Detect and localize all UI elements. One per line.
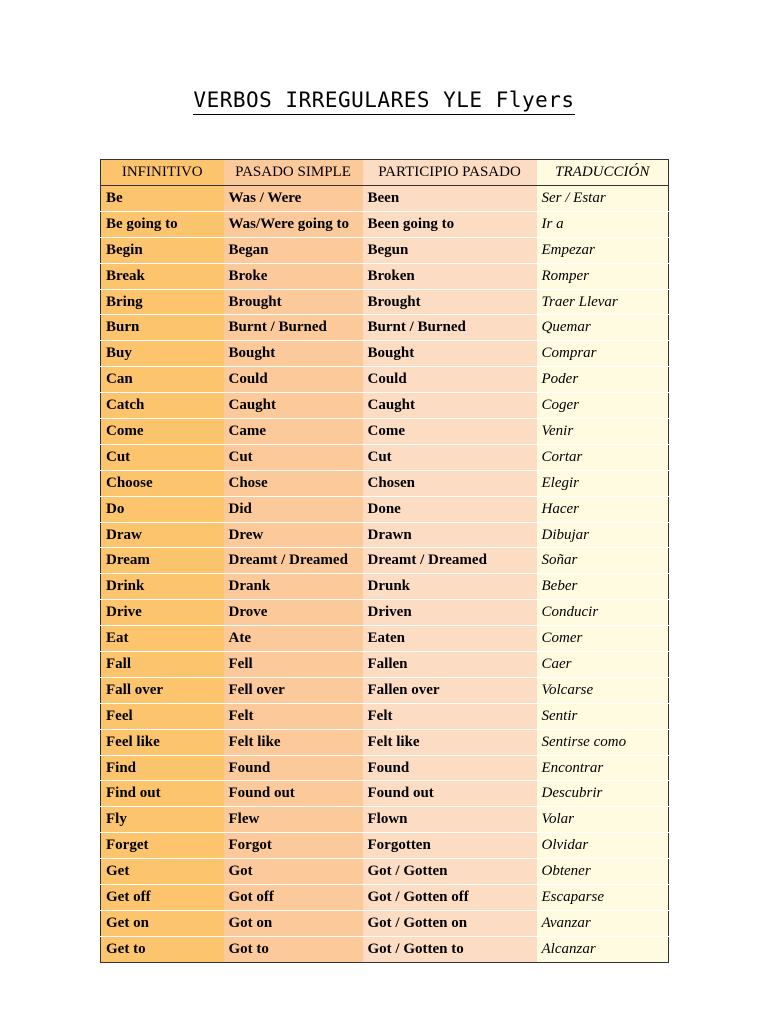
cell-traduccion: Avanzar [537,910,669,936]
cell-traduccion: Escaparse [537,885,669,911]
table-row [101,600,669,626]
cell-traduccion: Poder [537,367,669,393]
cell-infinitivo: Fall [101,652,224,678]
cell-traduccion: Caer [537,652,669,678]
cell-traduccion: Romper [537,263,669,289]
cell-participio-pasado: Felt like [363,729,537,755]
cell-pasado-simple: Got to [224,936,363,962]
cell-infinitivo: Get [101,859,224,885]
cell-traduccion: Obtener [537,859,669,885]
cell-participio-pasado: Got / Gotten off [363,885,537,911]
cell-traduccion: Elegir [537,470,669,496]
table-row [101,781,669,807]
table-row [101,859,669,885]
cell-pasado-simple: Got on [224,910,363,936]
cell-pasado-simple: Began [224,237,363,263]
cell-infinitivo: Find out [101,781,224,807]
cell-traduccion: Dibujar [537,522,669,548]
cell-pasado-simple: Could [224,367,363,393]
cell-pasado-simple: Chose [224,470,363,496]
cell-participio-pasado: Driven [363,600,537,626]
header-participio-pasado: PARTICIPIO PASADO [363,160,537,186]
table-row [101,367,669,393]
table-header-row [101,160,669,186]
cell-infinitivo: Be [101,186,224,212]
header-pasado-simple: PASADO SIMPLE [224,160,363,186]
table-row [101,289,669,315]
cell-pasado-simple: Fell [224,652,363,678]
table-row [101,263,669,289]
cell-infinitivo: Burn [101,315,224,341]
cell-participio-pasado: Eaten [363,626,537,652]
cell-traduccion: Cortar [537,444,669,470]
table-row [101,496,669,522]
cell-pasado-simple: Ate [224,626,363,652]
cell-infinitivo: Dream [101,548,224,574]
cell-infinitivo: Feel [101,703,224,729]
cell-traduccion: Comer [537,626,669,652]
cell-participio-pasado: Found [363,755,537,781]
cell-pasado-simple: Came [224,419,363,445]
table-row [101,703,669,729]
irregular-verbs-table [100,159,669,963]
cell-infinitivo: Fly [101,807,224,833]
cell-infinitivo: Be going to [101,211,224,237]
cell-participio-pasado: Could [363,367,537,393]
cell-traduccion: Volar [537,807,669,833]
cell-pasado-simple: Found [224,755,363,781]
cell-participio-pasado: Dreamt / Dreamed [363,548,537,574]
cell-participio-pasado: Fallen [363,652,537,678]
header-traduccion: TRADUCCIÓN [537,160,669,186]
cell-pasado-simple: Got [224,859,363,885]
cell-infinitivo: Catch [101,393,224,419]
cell-traduccion: Beber [537,574,669,600]
table-row [101,419,669,445]
table-row [101,186,669,212]
cell-participio-pasado: Chosen [363,470,537,496]
cell-traduccion: Alcanzar [537,936,669,962]
table-row [101,807,669,833]
cell-pasado-simple: Burnt / Burned [224,315,363,341]
table-row [101,315,669,341]
cell-pasado-simple: Bought [224,341,363,367]
table-row [101,729,669,755]
cell-pasado-simple: Got off [224,885,363,911]
cell-traduccion: Sentir [537,703,669,729]
cell-participio-pasado: Broken [363,263,537,289]
cell-pasado-simple: Dreamt / Dreamed [224,548,363,574]
cell-infinitivo: Do [101,496,224,522]
cell-pasado-simple: Felt [224,703,363,729]
cell-participio-pasado: Done [363,496,537,522]
cell-traduccion: Hacer [537,496,669,522]
cell-infinitivo: Forget [101,833,224,859]
cell-infinitivo: Draw [101,522,224,548]
cell-traduccion: Soñar [537,548,669,574]
cell-traduccion: Conducir [537,600,669,626]
table-row [101,444,669,470]
cell-traduccion: Descubrir [537,781,669,807]
cell-participio-pasado: Been [363,186,537,212]
cell-traduccion: Encontrar [537,755,669,781]
table-row [101,755,669,781]
cell-pasado-simple: Drew [224,522,363,548]
table-row [101,470,669,496]
document-title-text: VERBOS IRREGULARES YLE Flyers [193,88,574,115]
cell-traduccion: Empezar [537,237,669,263]
cell-participio-pasado: Been going to [363,211,537,237]
cell-infinitivo: Begin [101,237,224,263]
cell-infinitivo: Feel like [101,729,224,755]
cell-participio-pasado: Caught [363,393,537,419]
cell-pasado-simple: Drank [224,574,363,600]
cell-traduccion: Volcarse [537,677,669,703]
table-row [101,885,669,911]
cell-participio-pasado: Drunk [363,574,537,600]
cell-infinitivo: Get to [101,936,224,962]
table-row [101,548,669,574]
cell-infinitivo: Get off [101,885,224,911]
cell-participio-pasado: Got / Gotten to [363,936,537,962]
cell-infinitivo: Can [101,367,224,393]
cell-infinitivo: Break [101,263,224,289]
cell-traduccion: Coger [537,393,669,419]
cell-traduccion: Ir a [537,211,669,237]
cell-participio-pasado: Drawn [363,522,537,548]
cell-traduccion: Sentirse como [537,729,669,755]
cell-participio-pasado: Found out [363,781,537,807]
cell-pasado-simple: Forgot [224,833,363,859]
cell-participio-pasado: Bought [363,341,537,367]
cell-participio-pasado: Brought [363,289,537,315]
table-row [101,237,669,263]
cell-pasado-simple: Did [224,496,363,522]
cell-pasado-simple: Found out [224,781,363,807]
cell-infinitivo: Get on [101,910,224,936]
cell-infinitivo: Choose [101,470,224,496]
table-row [101,910,669,936]
cell-participio-pasado: Cut [363,444,537,470]
table-row [101,522,669,548]
cell-traduccion: Comprar [537,341,669,367]
cell-participio-pasado: Felt [363,703,537,729]
cell-participio-pasado: Got / Gotten [363,859,537,885]
cell-participio-pasado: Begun [363,237,537,263]
cell-pasado-simple: Caught [224,393,363,419]
cell-pasado-simple: Drove [224,600,363,626]
cell-pasado-simple: Fell over [224,677,363,703]
cell-pasado-simple: Brought [224,289,363,315]
cell-traduccion: Venir [537,419,669,445]
cell-infinitivo: Drink [101,574,224,600]
table-row [101,833,669,859]
table-row [101,936,669,962]
cell-infinitivo: Buy [101,341,224,367]
cell-participio-pasado: Forgotten [363,833,537,859]
table-row [101,677,669,703]
cell-infinitivo: Cut [101,444,224,470]
cell-infinitivo: Drive [101,600,224,626]
header-infinitivo: INFINITIVO [101,160,224,186]
table-row [101,393,669,419]
table-row [101,211,669,237]
cell-pasado-simple: Broke [224,263,363,289]
cell-infinitivo: Eat [101,626,224,652]
cell-participio-pasado: Got / Gotten on [363,910,537,936]
cell-participio-pasado: Flown [363,807,537,833]
table-row [101,652,669,678]
cell-pasado-simple: Cut [224,444,363,470]
cell-participio-pasado: Fallen over [363,677,537,703]
cell-pasado-simple: Was/Were going to [224,211,363,237]
cell-infinitivo: Come [101,419,224,445]
cell-infinitivo: Find [101,755,224,781]
document-title [0,88,768,112]
cell-traduccion: Traer Llevar [537,289,669,315]
cell-traduccion: Olvidar [537,833,669,859]
cell-traduccion: Quemar [537,315,669,341]
cell-participio-pasado: Come [363,419,537,445]
cell-infinitivo: Fall over [101,677,224,703]
cell-traduccion: Ser / Estar [537,186,669,212]
cell-infinitivo: Bring [101,289,224,315]
cell-pasado-simple: Flew [224,807,363,833]
cell-pasado-simple: Was / Were [224,186,363,212]
cell-participio-pasado: Burnt / Burned [363,315,537,341]
table-row [101,341,669,367]
table-row [101,626,669,652]
cell-pasado-simple: Felt like [224,729,363,755]
table-row [101,574,669,600]
table-body [101,186,669,963]
